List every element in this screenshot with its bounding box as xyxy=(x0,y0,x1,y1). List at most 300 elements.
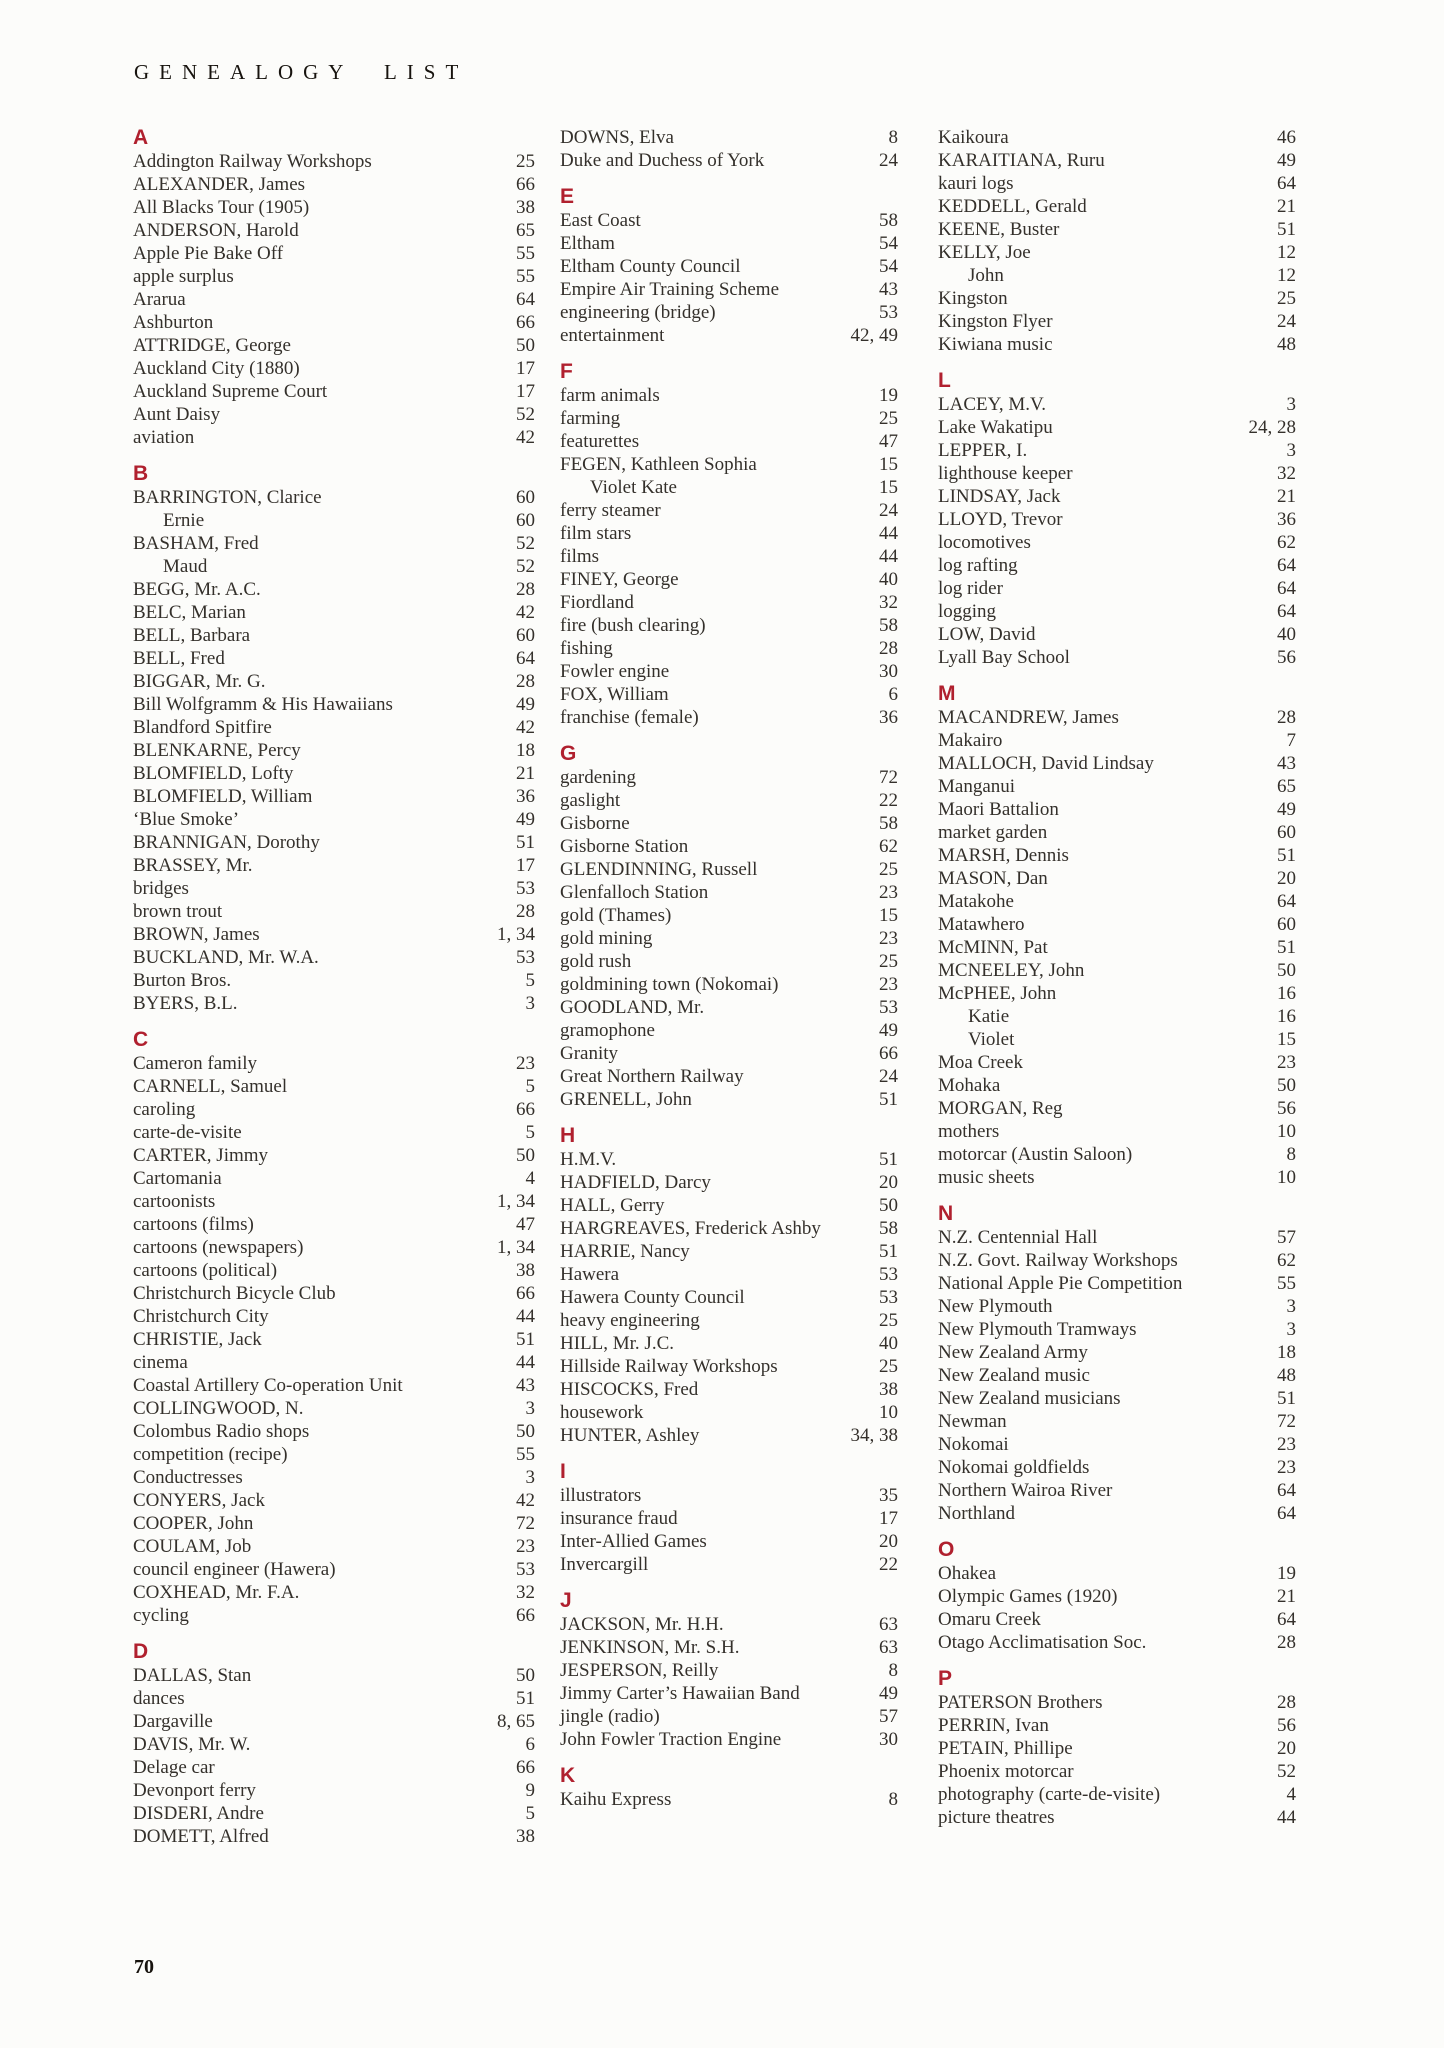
entry-page-number: 42 xyxy=(516,717,535,738)
entry-page-number: 51 xyxy=(879,1149,898,1170)
entry-page-number: 58 xyxy=(879,210,898,231)
entry-page-number: 65 xyxy=(1277,776,1296,797)
index-entry xyxy=(938,1806,1296,1829)
entry-page-number: 44 xyxy=(879,546,898,567)
index-entry xyxy=(938,310,1296,333)
entry-page-number: 54 xyxy=(879,256,898,277)
entry-page-number: 24, 28 xyxy=(1248,417,1296,438)
index-entry xyxy=(133,403,535,426)
index-entry xyxy=(133,1144,535,1167)
index-entry xyxy=(938,959,1296,982)
index-entry xyxy=(560,812,898,835)
index-entry xyxy=(560,407,898,430)
entry-page-number: 16 xyxy=(1277,1006,1296,1027)
index-section xyxy=(938,1202,1296,1525)
entry-page-number: 3 xyxy=(1286,440,1296,461)
entry-page-number: 64 xyxy=(1277,173,1296,194)
entry-page-number: 48 xyxy=(1277,334,1296,355)
index-entry xyxy=(133,647,535,670)
entry-page-number: 43 xyxy=(1277,753,1296,774)
index-entry xyxy=(133,1374,535,1397)
entry-page-number: 62 xyxy=(879,836,898,857)
entry-label: Dargaville xyxy=(133,1711,213,1732)
entry-page-number: 44 xyxy=(516,1352,535,1373)
entry-page-number: 32 xyxy=(1277,463,1296,484)
entry-page-number: 28 xyxy=(1277,1632,1296,1653)
entry-page-number: 28 xyxy=(516,671,535,692)
index-entry xyxy=(133,762,535,785)
entry-label: picture theatres xyxy=(938,1807,1055,1828)
entry-page-number: 23 xyxy=(1277,1434,1296,1455)
entry-label: Auckland Supreme Court xyxy=(133,381,328,402)
entry-label: Eltham xyxy=(560,233,615,254)
entry-page-number: 40 xyxy=(879,569,898,590)
index-entry xyxy=(560,126,898,149)
index-entry xyxy=(938,287,1296,310)
index-entry xyxy=(560,1263,898,1286)
entry-page-number: 51 xyxy=(879,1241,898,1262)
entry-label: Delage car xyxy=(133,1757,215,1778)
entry-label: JACKSON, Mr. H.H. xyxy=(560,1614,724,1635)
entry-label: Aunt Daisy xyxy=(133,404,221,425)
index-entry xyxy=(560,1636,898,1659)
entry-page-number: 54 xyxy=(879,233,898,254)
entry-label: MCNEELEY, John xyxy=(938,960,1085,981)
entry-page-number: 5 xyxy=(525,970,535,991)
entry-page-number: 56 xyxy=(1277,1715,1296,1736)
index-entry xyxy=(133,854,535,877)
index-entry xyxy=(560,430,898,453)
entry-page-number: 72 xyxy=(516,1513,535,1534)
index-entry xyxy=(133,1052,535,1075)
entry-label: MACANDREW, James xyxy=(938,707,1119,728)
entry-page-number: 50 xyxy=(516,1421,535,1442)
entry-label: Blandford Spitfire xyxy=(133,717,272,738)
entry-page-number: 18 xyxy=(516,740,535,761)
entry-page-number: 64 xyxy=(1277,891,1296,912)
entry-page-number: 32 xyxy=(879,592,898,613)
entry-page-number: 23 xyxy=(516,1053,535,1074)
entry-page-number: 42 xyxy=(516,602,535,623)
entry-label: LACEY, M.V. xyxy=(938,394,1047,415)
entry-label: Auckland City (1880) xyxy=(133,358,300,379)
entry-page-number: 36 xyxy=(1277,509,1296,530)
entry-label: Ararua xyxy=(133,289,186,310)
entry-label: ALEXANDER, James xyxy=(133,174,306,195)
section-letter: F xyxy=(560,360,573,383)
entry-page-number: 1, 34 xyxy=(497,924,535,945)
index-entry xyxy=(560,1659,898,1682)
entry-label: FINEY, George xyxy=(560,569,679,590)
index-entry xyxy=(560,614,898,637)
section-letter: G xyxy=(560,742,577,765)
entry-label: McPHEE, John xyxy=(938,983,1057,1004)
entry-label: Inter-Allied Games xyxy=(560,1531,707,1552)
index-entry xyxy=(133,1756,535,1779)
entry-page-number: 1, 34 xyxy=(497,1237,535,1258)
entry-page-number: 40 xyxy=(879,1333,898,1354)
index-entry xyxy=(560,683,898,706)
entry-label: Christchurch Bicycle Club xyxy=(133,1283,336,1304)
entry-label: Cameron family xyxy=(133,1053,257,1074)
entry-label: cartoons (newspapers) xyxy=(133,1237,304,1258)
entry-label: gold rush xyxy=(560,951,632,972)
index-entry xyxy=(938,623,1296,646)
index-entry xyxy=(560,476,898,499)
entry-label: CARTER, Jimmy xyxy=(133,1145,269,1166)
index-entry xyxy=(938,1760,1296,1783)
entry-label: HARGREAVES, Frederick Ashby xyxy=(560,1218,821,1239)
entry-page-number: 66 xyxy=(879,1043,898,1064)
entry-label: Makairo xyxy=(938,730,1003,751)
entry-page-number: 53 xyxy=(516,1559,535,1580)
entry-page-number: 12 xyxy=(1277,265,1296,286)
entry-label: PERRIN, Ivan xyxy=(938,1715,1049,1736)
entry-page-number: 50 xyxy=(516,1145,535,1166)
entry-label: illustrators xyxy=(560,1485,642,1506)
index-entry xyxy=(133,1779,535,1802)
section-letter: P xyxy=(938,1667,953,1690)
index-entry xyxy=(938,1341,1296,1364)
entry-page-number: 19 xyxy=(879,385,898,406)
entry-page-number: 72 xyxy=(879,767,898,788)
entry-page-number: 58 xyxy=(879,813,898,834)
section-letter: H xyxy=(560,1124,576,1147)
index-entry xyxy=(938,913,1296,936)
index-entry xyxy=(133,992,535,1015)
entry-label: MORGAN, Reg xyxy=(938,1098,1063,1119)
entry-page-number: 64 xyxy=(1277,1609,1296,1630)
entry-label: Hawera xyxy=(560,1264,620,1285)
index-entry xyxy=(938,416,1296,439)
index-entry xyxy=(938,1410,1296,1433)
entry-page-number: 53 xyxy=(879,1287,898,1308)
entry-label: New Zealand Army xyxy=(938,1342,1088,1363)
index-entry xyxy=(133,1687,535,1710)
index-entry xyxy=(938,600,1296,623)
index-section xyxy=(938,682,1296,1189)
index-entry xyxy=(560,149,898,172)
index-entry xyxy=(133,739,535,762)
index-entry xyxy=(133,578,535,601)
entry-label: LEPPER, I. xyxy=(938,440,1028,461)
entry-label: fishing xyxy=(560,638,613,659)
index-entry xyxy=(133,1604,535,1627)
entry-label: Jimmy Carter’s Hawaiian Band xyxy=(560,1683,800,1704)
index-entry xyxy=(938,798,1296,821)
index-entry xyxy=(133,624,535,647)
entry-page-number: 34, 38 xyxy=(850,1425,898,1446)
entry-page-number: 25 xyxy=(879,1310,898,1331)
index-entry xyxy=(133,1802,535,1825)
index-entry xyxy=(560,973,898,996)
index-entry xyxy=(560,1148,898,1171)
entry-page-number: 3 xyxy=(525,1398,535,1419)
index-entry xyxy=(938,241,1296,264)
entry-page-number: 56 xyxy=(1277,647,1296,668)
entry-page-number: 6 xyxy=(525,1734,535,1755)
entry-page-number: 15 xyxy=(879,454,898,475)
entry-label: LLOYD, Trevor xyxy=(938,509,1063,530)
entry-page-number: 48 xyxy=(1277,1365,1296,1386)
entry-page-number: 1, 34 xyxy=(497,1191,535,1212)
entry-label: Violet Kate xyxy=(590,477,677,498)
entry-page-number: 44 xyxy=(1277,1807,1296,1828)
entry-page-number: 20 xyxy=(1277,868,1296,889)
entry-label: caroling xyxy=(133,1099,196,1120)
entry-page-number: 17 xyxy=(879,1508,898,1529)
entry-page-number: 20 xyxy=(1277,1738,1296,1759)
index-entry xyxy=(133,1282,535,1305)
entry-page-number: 50 xyxy=(1277,960,1296,981)
index-columns xyxy=(133,126,1296,1848)
entry-page-number: 3 xyxy=(525,993,535,1014)
entry-page-number: 28 xyxy=(1277,1692,1296,1713)
index-section xyxy=(560,360,898,729)
entry-page-number: 52 xyxy=(1277,1761,1296,1782)
index-entry xyxy=(133,1397,535,1420)
entry-label: Burton Bros. xyxy=(133,970,232,991)
index-entry xyxy=(938,1714,1296,1737)
entry-label: MASON, Dan xyxy=(938,868,1048,889)
index-section xyxy=(133,1640,535,1848)
index-section xyxy=(560,742,898,1111)
entry-page-number: 50 xyxy=(879,1195,898,1216)
index-entry xyxy=(560,835,898,858)
index-entry xyxy=(560,255,898,278)
entry-page-number: 49 xyxy=(516,809,535,830)
entry-page-number: 25 xyxy=(879,1356,898,1377)
entry-page-number: 15 xyxy=(879,905,898,926)
entry-label: PATERSON Brothers xyxy=(938,1692,1103,1713)
entry-label: HUNTER, Ashley xyxy=(560,1425,700,1446)
entry-label: HISCOCKS, Fred xyxy=(560,1379,699,1400)
entry-label: gold (Thames) xyxy=(560,905,672,926)
index-entry xyxy=(938,982,1296,1005)
index-entry xyxy=(560,1286,898,1309)
entry-page-number: 65 xyxy=(516,220,535,241)
entry-page-number: 10 xyxy=(1277,1121,1296,1142)
entry-label: cartoons (political) xyxy=(133,1260,278,1281)
entry-label: New Plymouth Tramways xyxy=(938,1319,1137,1340)
entry-page-number: 21 xyxy=(1277,486,1296,507)
index-entry xyxy=(938,1783,1296,1806)
index-entry xyxy=(938,462,1296,485)
index-entry xyxy=(133,1535,535,1558)
index-entry xyxy=(133,150,535,173)
index-entry xyxy=(938,890,1296,913)
entry-page-number: 23 xyxy=(1277,1052,1296,1073)
index-entry xyxy=(938,1433,1296,1456)
index-entry xyxy=(560,1705,898,1728)
entry-page-number: 21 xyxy=(516,763,535,784)
entry-label: BASHAM, Fred xyxy=(133,533,259,554)
index-entry xyxy=(938,1318,1296,1341)
entry-label: cartoons (films) xyxy=(133,1214,254,1235)
entry-label: CARNELL, Samuel xyxy=(133,1076,288,1097)
entry-label: KEDDELL, Gerald xyxy=(938,196,1087,217)
index-section xyxy=(133,1028,535,1627)
index-entry xyxy=(938,1143,1296,1166)
entry-page-number: 60 xyxy=(516,625,535,646)
entry-page-number: 15 xyxy=(1277,1029,1296,1050)
index-entry xyxy=(938,1479,1296,1502)
index-entry xyxy=(938,393,1296,416)
index-entry xyxy=(560,1553,898,1576)
entry-label: Devonport ferry xyxy=(133,1780,256,1801)
entry-page-number: 51 xyxy=(516,832,535,853)
entry-page-number: 50 xyxy=(516,1665,535,1686)
section-letter: K xyxy=(560,1764,576,1787)
index-entry xyxy=(133,969,535,992)
entry-label: N.Z. Centennial Hall xyxy=(938,1227,1098,1248)
entry-page-number: 23 xyxy=(879,882,898,903)
entry-page-number: 30 xyxy=(879,1729,898,1750)
entry-label: logging xyxy=(938,601,997,622)
entry-page-number: 60 xyxy=(1277,914,1296,935)
index-entry xyxy=(560,1355,898,1378)
index-entry xyxy=(938,333,1296,356)
entry-page-number: 10 xyxy=(1277,1167,1296,1188)
entry-page-number: 8 xyxy=(888,1660,898,1681)
entry-page-number: 25 xyxy=(879,951,898,972)
entry-page-number: 55 xyxy=(1277,1273,1296,1294)
entry-label: Matawhero xyxy=(938,914,1025,935)
index-entry xyxy=(560,904,898,927)
entry-label: MALLOCH, David Lindsay xyxy=(938,753,1154,774)
index-entry xyxy=(133,242,535,265)
index-entry xyxy=(938,1631,1296,1654)
entry-label: carte-de-visite xyxy=(133,1122,242,1143)
entry-label: Gisborne xyxy=(560,813,630,834)
index-entry xyxy=(560,1217,898,1240)
entry-page-number: 28 xyxy=(1277,707,1296,728)
entry-label: Omaru Creek xyxy=(938,1609,1041,1630)
index-entry xyxy=(133,1098,535,1121)
index-entry xyxy=(938,1608,1296,1631)
entry-label: JENKINSON, Mr. S.H. xyxy=(560,1637,740,1658)
entry-label: DOWNS, Elva xyxy=(560,127,674,148)
entry-page-number: 18 xyxy=(1277,1342,1296,1363)
entry-label: Fowler engine xyxy=(560,661,670,682)
index-entry xyxy=(938,1691,1296,1714)
entry-label: gardening xyxy=(560,767,636,788)
entry-page-number: 64 xyxy=(1277,555,1296,576)
entry-label: heavy engineering xyxy=(560,1310,700,1331)
index-entry xyxy=(560,1424,898,1447)
entry-page-number: 8 xyxy=(888,1789,898,1810)
entry-page-number: 3 xyxy=(1286,1319,1296,1340)
entry-page-number: 51 xyxy=(1277,845,1296,866)
entry-label: Matakohe xyxy=(938,891,1014,912)
entry-label: entertainment xyxy=(560,325,665,346)
entry-label: BIGGAR, Mr. G. xyxy=(133,671,266,692)
entry-label: MARSH, Dennis xyxy=(938,845,1069,866)
entry-page-number: 53 xyxy=(879,302,898,323)
entry-label: dances xyxy=(133,1688,185,1709)
entry-page-number: 51 xyxy=(1277,219,1296,240)
section-letter: O xyxy=(938,1538,955,1561)
entry-page-number: 38 xyxy=(516,197,535,218)
entry-label: Glenfalloch Station xyxy=(560,882,709,903)
index-entry xyxy=(938,1120,1296,1143)
index-entry xyxy=(938,126,1296,149)
index-entry xyxy=(560,996,898,1019)
entry-page-number: 24 xyxy=(879,1066,898,1087)
entry-page-number: 57 xyxy=(1277,1227,1296,1248)
entry-label: BUCKLAND, Mr. W.A. xyxy=(133,947,319,968)
index-entry xyxy=(560,1378,898,1401)
index-entry xyxy=(133,1733,535,1756)
entry-label: Newman xyxy=(938,1411,1007,1432)
entry-page-number: 19 xyxy=(1277,1563,1296,1584)
entry-page-number: 72 xyxy=(1277,1411,1296,1432)
entry-page-number: 53 xyxy=(879,997,898,1018)
page-title: GENEALOGY LIST xyxy=(134,60,469,84)
index-section xyxy=(133,462,535,1015)
entry-label: goldmining town (Nokomai) xyxy=(560,974,779,995)
entry-label: Lake Wakatipu xyxy=(938,417,1053,438)
entry-page-number: 25 xyxy=(879,859,898,880)
entry-page-number: 51 xyxy=(516,1329,535,1350)
entry-page-number: 3 xyxy=(1286,1296,1296,1317)
entry-page-number: 21 xyxy=(1277,1586,1296,1607)
index-entry xyxy=(133,1351,535,1374)
entry-page-number: 64 xyxy=(1277,1480,1296,1501)
entry-page-number: 66 xyxy=(516,1099,535,1120)
index-entry xyxy=(133,785,535,808)
entry-label: HALL, Gerry xyxy=(560,1195,665,1216)
entry-page-number: 25 xyxy=(1277,288,1296,309)
index-entry xyxy=(938,554,1296,577)
section-letter: M xyxy=(938,682,956,705)
index-entry xyxy=(560,1507,898,1530)
entry-label: council engineer (Hawera) xyxy=(133,1559,336,1580)
entry-page-number: 64 xyxy=(1277,1503,1296,1524)
entry-page-number: 20 xyxy=(879,1531,898,1552)
entry-page-number: 25 xyxy=(516,151,535,172)
entry-label: Conductresses xyxy=(133,1467,243,1488)
entry-label: films xyxy=(560,546,600,567)
entry-page-number: 64 xyxy=(1277,601,1296,622)
entry-label: kauri logs xyxy=(938,173,1014,194)
entry-label: East Coast xyxy=(560,210,641,231)
entry-label: mothers xyxy=(938,1121,1000,1142)
entry-page-number: 8, 65 xyxy=(497,1711,535,1732)
entry-page-number: 22 xyxy=(879,790,898,811)
entry-label: GLENDINNING, Russell xyxy=(560,859,758,880)
entry-label: Addington Railway Workshops xyxy=(133,151,372,172)
index-entry xyxy=(133,334,535,357)
entry-label: log rider xyxy=(938,578,1003,599)
index-entry xyxy=(560,1042,898,1065)
index-entry xyxy=(938,1585,1296,1608)
entry-page-number: 7 xyxy=(1286,730,1296,751)
entry-label: Kaihu Express xyxy=(560,1789,672,1810)
index-entry xyxy=(133,173,535,196)
index-section xyxy=(560,1460,898,1576)
index-entry xyxy=(938,844,1296,867)
section-letter: A xyxy=(133,126,149,149)
entry-label: Eltham County Council xyxy=(560,256,741,277)
index-entry xyxy=(133,670,535,693)
entry-label: Great Northern Railway xyxy=(560,1066,744,1087)
index-entry xyxy=(938,706,1296,729)
entry-label: Ashburton xyxy=(133,312,214,333)
entry-label: BELC, Marian xyxy=(133,602,246,623)
index-entry xyxy=(560,1332,898,1355)
entry-page-number: 66 xyxy=(516,1757,535,1778)
